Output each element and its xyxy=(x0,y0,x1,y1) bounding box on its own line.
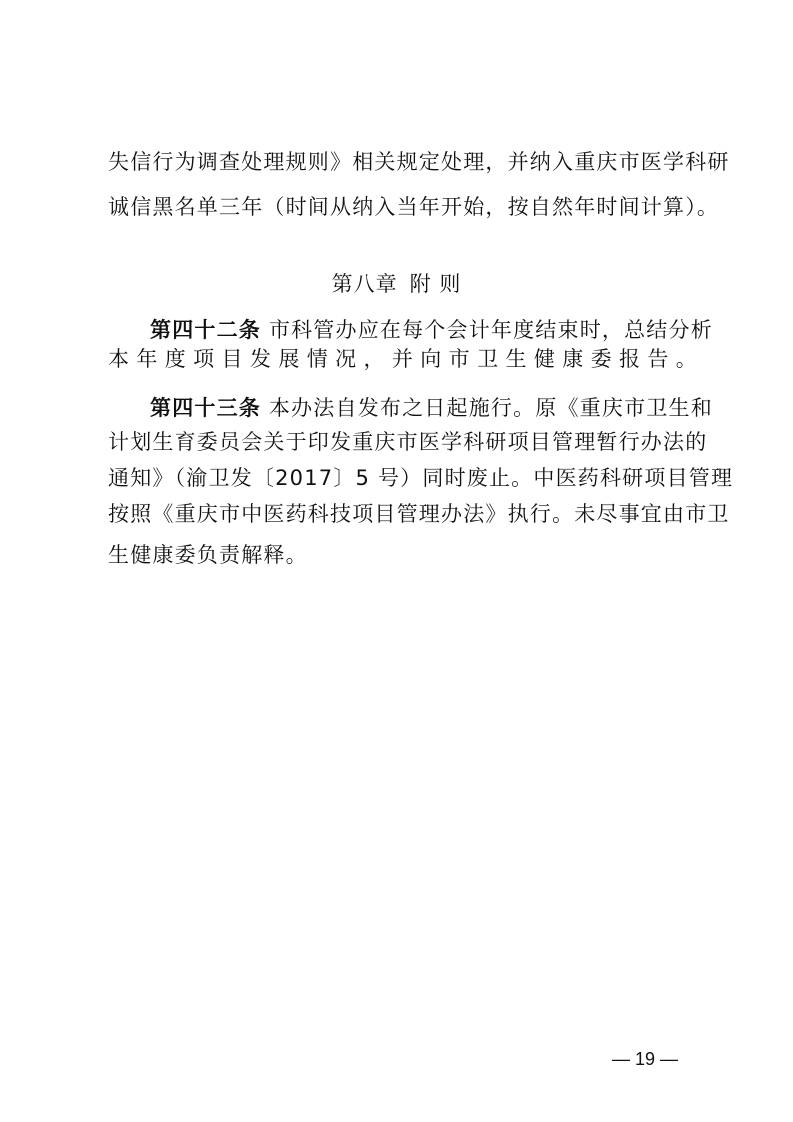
article-label: 第四十三条 xyxy=(150,396,261,420)
article-43-line2: 计划生育委员会关于印发重庆市医学科研项目管理暂行办法的 xyxy=(108,430,708,454)
chapter-heading xyxy=(0,270,793,298)
page-number: — 19 — xyxy=(612,1049,679,1069)
article-label: 第四十二条 xyxy=(150,318,261,342)
article-43-line5: 生健康委负责解释。 xyxy=(108,543,308,567)
article-42-line1 xyxy=(150,316,713,344)
paragraph-line: 失信行为调查处理规则》相关规定处理，并纳入重庆市医学科研 xyxy=(108,150,730,174)
article-43-line3: 通知》（渝卫发〔2017〕5 号）同时废止。中医药科研项目管理 xyxy=(108,466,734,490)
article-text: 本办法自发布之日起施行。原《重庆市卫生和 xyxy=(268,396,713,420)
article-42-line2: 本年度项目发展情况，并向市卫生健康委报告。 xyxy=(108,347,698,371)
article-43-line1 xyxy=(150,394,713,422)
article-text: 市科管办应在每个会计年度结束时，总结分析 xyxy=(268,318,713,342)
chapter-title: 附 则 xyxy=(409,272,462,296)
chapter-number: 第八章 xyxy=(331,272,398,296)
paragraph-line: 诚信黑名单三年（时间从纳入当年开始，按自然年时间计算）。 xyxy=(108,195,720,219)
article-43-line4: 按照《重庆市中医药科技项目管理办法》执行。未尽事宜由市卫 xyxy=(108,502,730,526)
